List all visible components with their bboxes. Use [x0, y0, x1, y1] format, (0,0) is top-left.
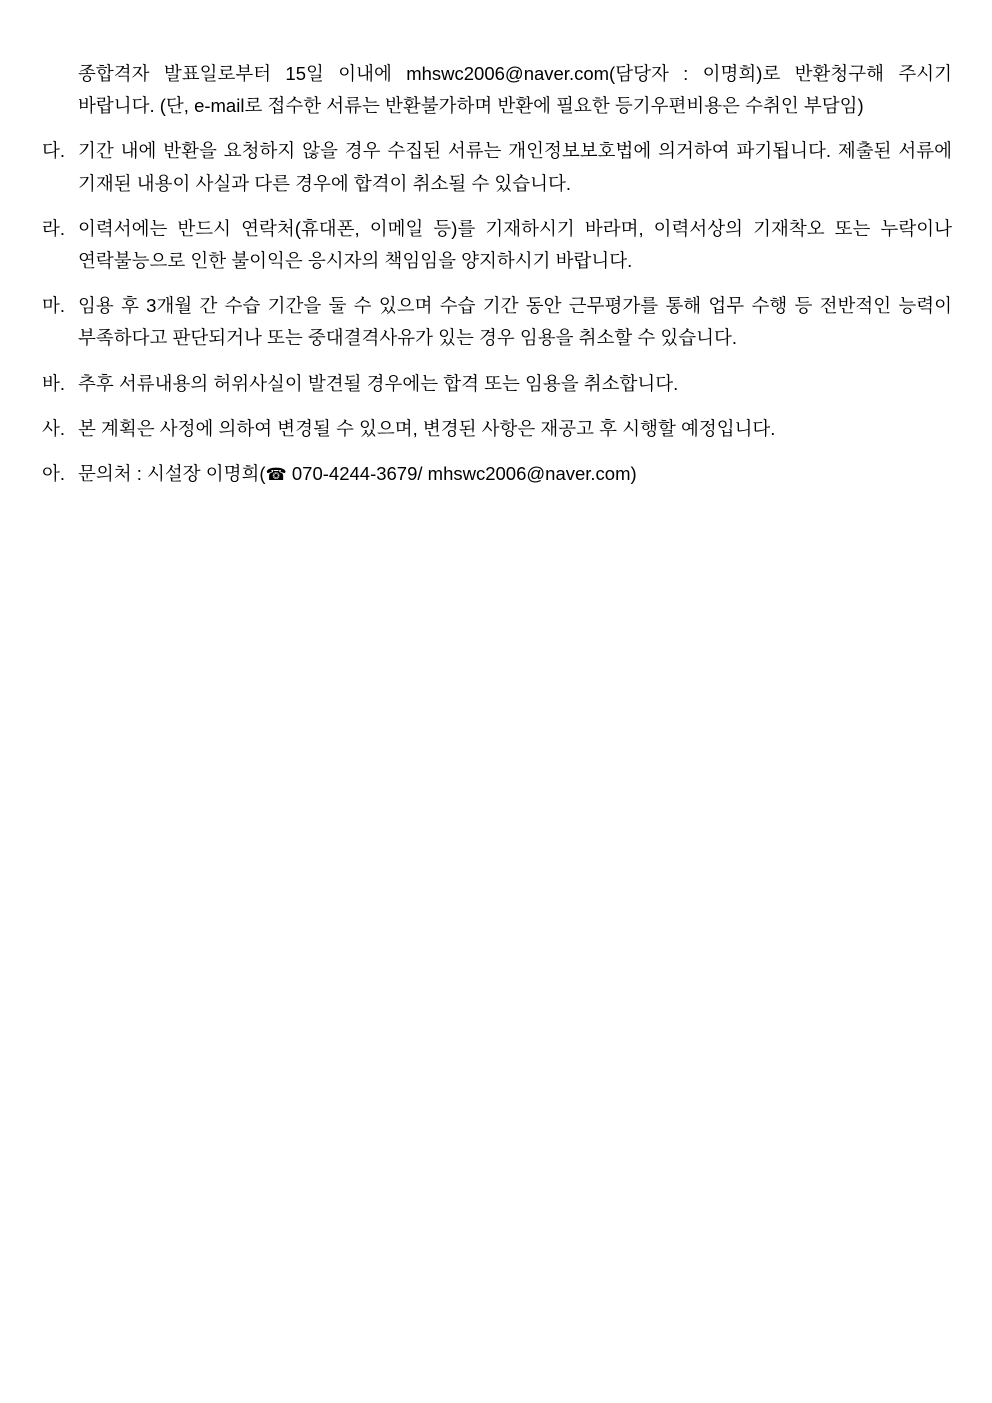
paragraph-text: 기간 내에 반환을 요청하지 않을 경우 수집된 서류는 개인정보보호법에 의거하여 파기됩니다. 제출된 서류에 기재된 내용이 사실과 다른 경우에 합격이 취소될 수 있습니다.	[78, 140, 952, 194]
paragraph-marker: 다.	[42, 140, 66, 162]
paragraph-marker: 라.	[42, 217, 66, 239]
paragraph-text: 본 계획은 사정에 의하여 변경될 수 있으며, 변경된 사항은 재공고 후 시행할 예정입니다.	[78, 417, 776, 439]
paragraph-marker: 바.	[42, 372, 66, 394]
paragraph-lead	[42, 58, 952, 122]
paragraph-da	[42, 135, 952, 199]
telephone-icon: ☎	[265, 464, 287, 485]
paragraph-marker: 사.	[42, 417, 66, 439]
paragraph-marker: 마.	[42, 295, 66, 317]
contact-text-before: 문의처 : 시설장 이명희(	[78, 462, 266, 484]
document-body	[42, 58, 952, 503]
paragraph-a	[42, 458, 952, 491]
paragraph-ba	[42, 368, 952, 400]
paragraph-ma	[42, 290, 952, 354]
paragraph-marker: 아.	[42, 462, 66, 484]
paragraph-contact	[78, 458, 952, 491]
paragraph-ra	[42, 213, 952, 277]
paragraph-text: 이력서에는 반드시 연락처(휴대폰, 이메일 등)를 기재하시기 바라며, 이력서상의 기재착오 또는 누락이나 연락불능으로 인한 불이익은 응시자의 책임임을 양지하시기 바랍니다.	[78, 217, 952, 271]
paragraph-sa	[42, 413, 952, 445]
paragraph-text: 추후 서류내용의 허위사실이 발견될 경우에는 합격 또는 임용을 취소합니다.	[78, 372, 679, 394]
contact-text-after: 070-4244-3679/ mhswc2006@naver.com)	[286, 462, 637, 484]
paragraph-text: 종합격자 발표일로부터 15일 이내에 mhswc2006@naver.com(담당자 : 이명희)로 반환청구해 주시기 바랍니다. (단, e-mail로 접수한 서류는 반환불가하며 반환에 필요한 등기우편비용은 수취인 부담임)	[78, 63, 952, 117]
paragraph-text: 임용 후 3개월 간 수습 기간을 둘 수 있으며 수습 기간 동안 근무평가를 통해 업무 수행 등 전반적인 능력이 부족하다고 판단되거나 또는 중대결격사유가 있는 경우 임용을 취소할 수 있습니다.	[78, 295, 952, 349]
